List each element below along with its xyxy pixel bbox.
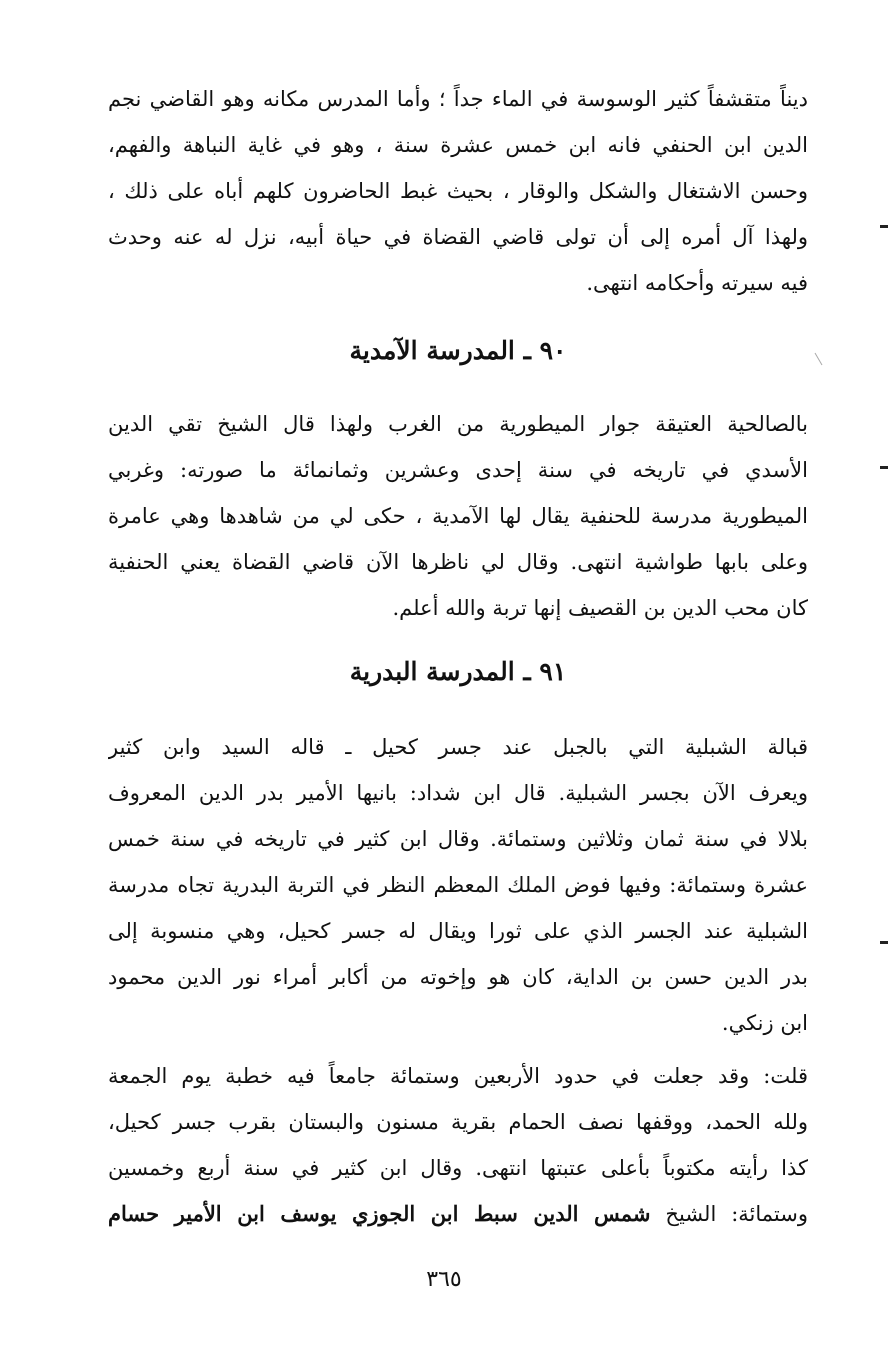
section-heading-91: ٩١ ـ المدرسة البدرية [349, 657, 567, 686]
text-line: ديناً متقشفاً كثير الوسوسة في الماء جداً ؛ وأما المدرس مكانه وهو القاضي نجم [108, 87, 808, 111]
text-line: كان محب الدين بن القصيف إنها تربة والله أعلم. [392, 596, 808, 620]
text-line: الشبلية عند الجسر الذي على ثورا ويقال له جسر كحيل، وهي منسوبة إلى [108, 919, 808, 943]
text-line: بدر الدين حسن بن الداية، كان هو وإخوته من أكابر أمراء نور الدين محمود [108, 965, 808, 989]
text-line: الدين ابن الحنفي فانه ابن خمس عشرة سنة ، وهو في غاية النباهة والفهم، [108, 133, 808, 157]
section-heading-90: ٩٠ ـ المدرسة الآمدية [349, 336, 567, 365]
margin-mark [880, 941, 888, 944]
section-91-paragraph-2 [108, 1053, 808, 1237]
text-line: الميطورية مدرسة للحنفية يقال لها الآمدية ، حكى لي من شاهدها وهي عامرة [108, 504, 808, 528]
section-90-paragraph [108, 401, 808, 631]
text-line: فيه سيرته وأحكامه انتهى. [586, 271, 808, 295]
margin-mark [880, 225, 888, 228]
text-line: وعلى بابها طواشية انتهى. وقال لي ناظرها الآن قاضي القضاة يعني الحنفية [108, 550, 808, 574]
text-run: وستمائة: الشيخ [650, 1202, 808, 1226]
text-line: الأسدي في تاريخه في سنة إحدى وعشرين وثمانمائة ما صورته: وغربي [108, 458, 808, 482]
scan-speck [815, 353, 823, 366]
margin-mark [880, 466, 888, 469]
text-line: كذا رأيته مكتوباً بأعلى عتبتها انتهى. وقال ابن كثير في سنة أربع وخمسين [108, 1156, 808, 1180]
bold-name-run: شمس الدين سبط ابن الجوزي يوسف ابن الأمير حسام [108, 1201, 651, 1226]
text-line: ويعرف الآن بجسر الشبلية. قال ابن شداد: بانيها الأمير بدر الدين المعروف [108, 781, 808, 805]
text-line: بالصالحية العتيقة جوار الميطورية من الغرب ولهذا قال الشيخ تقي الدين [108, 412, 808, 436]
text-line: بلالا في سنة ثمان وثلاثين وستمائة. وقال ابن كثير في تاريخه في سنة خمس [108, 827, 808, 851]
text-line: وحسن الاشتغال والشكل والوقار ، بحيث غبط الحاضرون كلهم أباه على ذلك ، [108, 179, 808, 203]
text-line: قلت: وقد جعلت في حدود الأربعين وستمائة جامعاً فيه خطبة يوم الجمعة [108, 1064, 808, 1088]
page-number: ٣٦٥ [426, 1267, 462, 1292]
intro-paragraph [108, 76, 808, 306]
text-line: ابن زنكي. [721, 1011, 808, 1035]
text-line: قبالة الشبلية التي بالجبل عند جسر كحيل ـ قاله السيد وابن كثير [108, 735, 808, 759]
text-line-mixed [108, 1191, 808, 1237]
section-91-paragraph-1 [108, 724, 808, 1046]
text-line: ولله الحمد، ووقفها نصف الحمام بقرية مسنون والبستان بقرب جسر كحيل، [108, 1110, 808, 1134]
text-line: ولهذا آل أمره إلى أن تولى قاضي القضاة في حياة أبيه، نزل له عنه وحدث [108, 225, 808, 249]
text-line: عشرة وستمائة: وفيها فوض الملك المعظم النظر في التربة البدرية تجاه مدرسة [108, 873, 808, 897]
